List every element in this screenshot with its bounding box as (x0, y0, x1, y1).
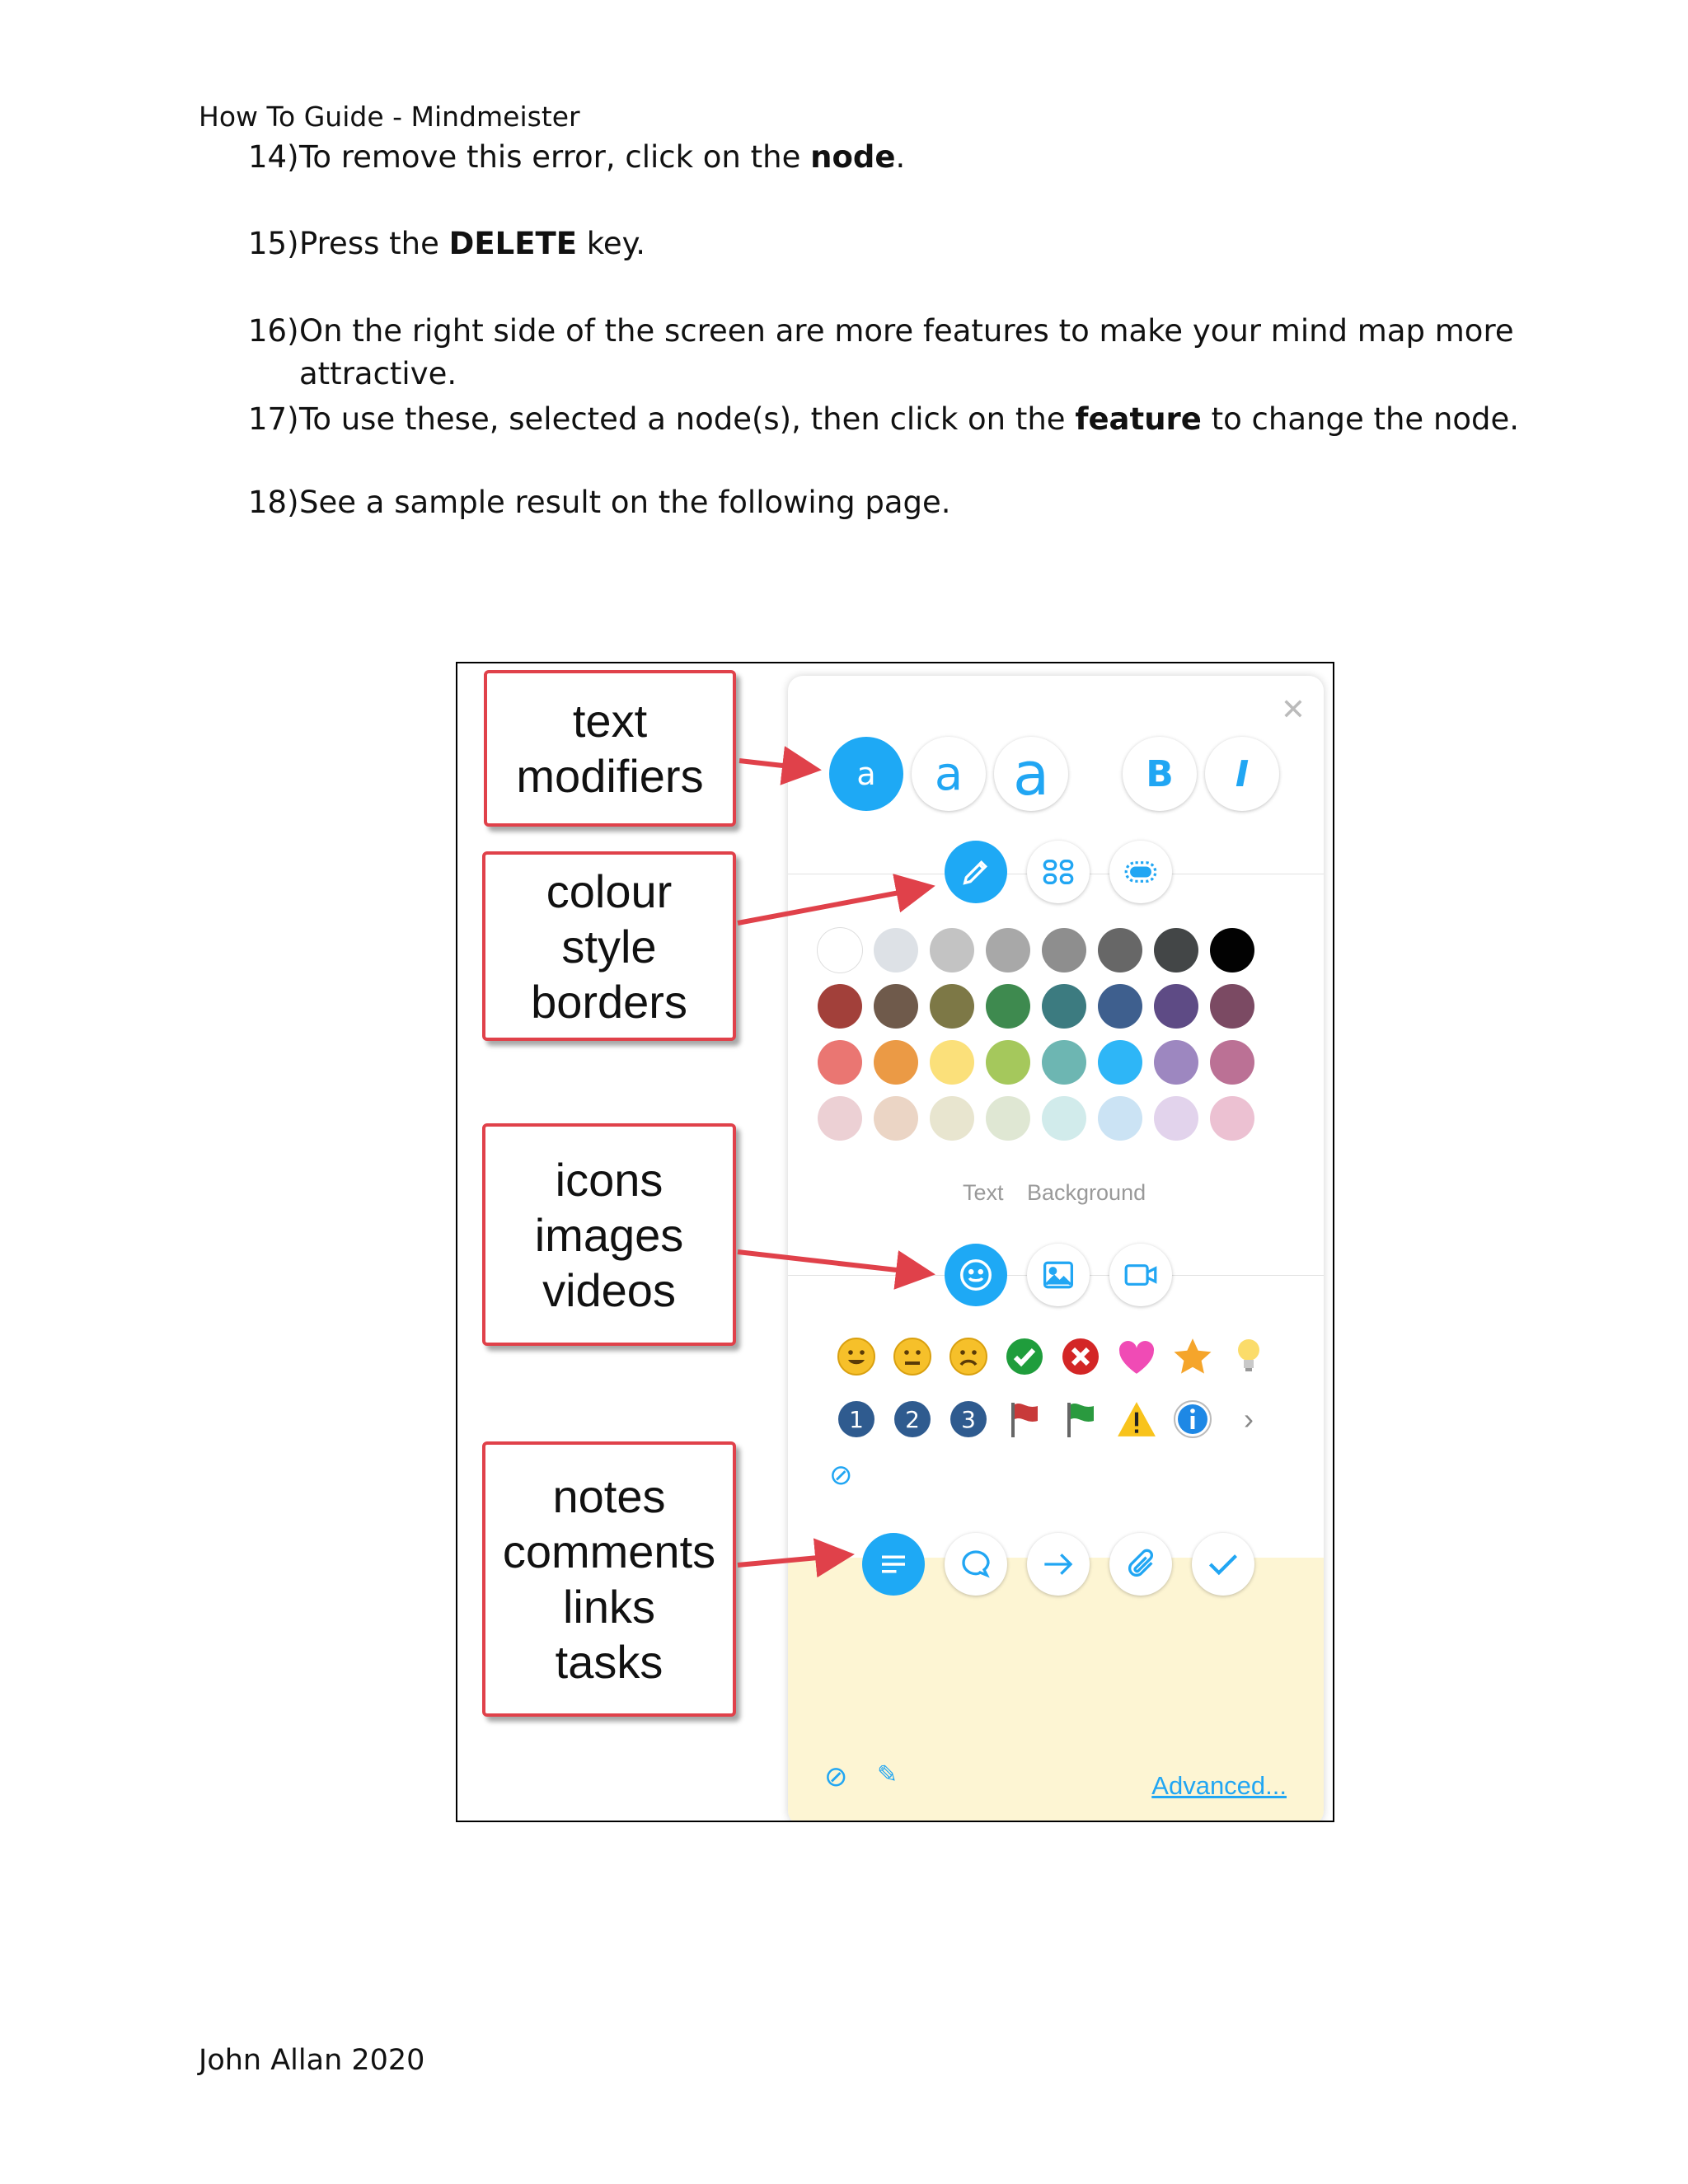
callout-line: icons (555, 1153, 663, 1206)
arrow-notes-comments (738, 1555, 845, 1565)
step-text-continued: attractive. (299, 356, 457, 391)
step-text: To remove this error, click on the (299, 139, 811, 175)
step-number: 17) (248, 401, 299, 437)
step-bold: DELETE (448, 226, 577, 261)
remove-icon[interactable]: ⊘ (829, 1460, 853, 1491)
callout-line: links (562, 1581, 656, 1633)
callout-line: videos (542, 1263, 676, 1316)
step-text: . (895, 139, 906, 175)
num3-label: 3 (961, 1406, 976, 1433)
step-text: to change the node. (1201, 401, 1520, 437)
annotated-screenshot (456, 662, 1334, 1822)
font-medium-button[interactable]: a (912, 737, 986, 811)
num1-label: 1 (849, 1406, 864, 1433)
advanced-link[interactable]: Advanced... (1151, 1771, 1287, 1800)
callout-line: colour (546, 865, 673, 917)
step-16 (248, 310, 1514, 396)
step-number: 16) (248, 313, 299, 349)
font-small-button[interactable]: a (829, 737, 903, 811)
step-text: key. (576, 226, 645, 261)
arrows-layer (457, 663, 1334, 1822)
step-number: 15) (248, 226, 299, 261)
step-17 (248, 398, 1519, 441)
text-color-tab[interactable]: Text (963, 1180, 1004, 1205)
num2-label: 2 (905, 1406, 920, 1433)
italic-button[interactable]: I (1205, 737, 1279, 811)
step-number: 14) (248, 139, 299, 175)
arrow-icons-images-videos (738, 1252, 926, 1273)
callout-line: text (572, 695, 648, 747)
callout-line: style (561, 920, 657, 972)
step-bold: node (810, 139, 896, 175)
background-color-tab[interactable]: Background (1027, 1180, 1146, 1205)
callout-line: modifiers (516, 750, 704, 802)
bold-button[interactable]: B (1123, 737, 1197, 811)
step-15 (248, 223, 645, 265)
page-footer: John Allan 2020 (199, 2044, 425, 2077)
callout-line: images (534, 1208, 684, 1261)
arrow-text-modifiers (739, 761, 812, 769)
font-large-button[interactable]: a (994, 737, 1068, 811)
callout-line: comments (502, 1526, 716, 1577)
step-number: 18) (248, 485, 299, 520)
page-header: How To Guide - Mindmeister (199, 101, 580, 133)
callout-line: borders (531, 975, 687, 1028)
step-bold: feature (1075, 401, 1202, 437)
clear-icon[interactable]: ⊘ (824, 1761, 848, 1793)
step-text: On the right side of the screen are more features to make your mind map more (299, 313, 1514, 349)
step-18 (248, 481, 951, 524)
step-14 (248, 136, 905, 179)
close-icon[interactable]: ✕ (1280, 692, 1306, 726)
arrow-colour-style-borders (738, 888, 926, 923)
chevron-right-icon[interactable]: › (1244, 1402, 1254, 1436)
step-text: To use these, selected a node(s), then click on the (299, 401, 1076, 437)
step-text: See a sample result on the following page. (299, 485, 951, 520)
step-text: Press the (299, 226, 449, 261)
magic-wand-icon[interactable]: ✎ (877, 1761, 898, 1788)
callout-line: notes (552, 1470, 666, 1522)
callout-line: tasks (555, 1636, 663, 1688)
